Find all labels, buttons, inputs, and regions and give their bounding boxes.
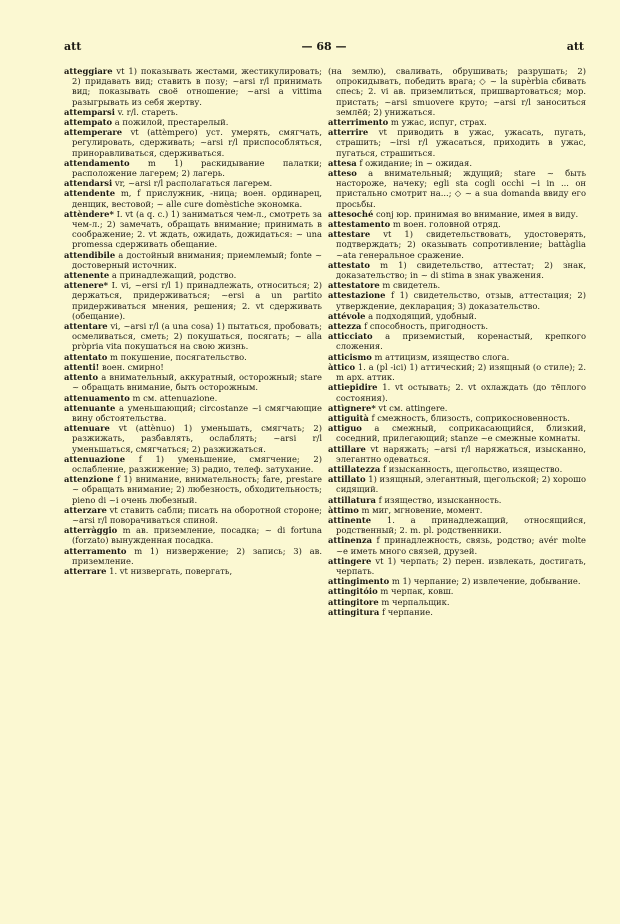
entry-headword: attiguo: [328, 423, 362, 434]
dictionary-entry: [328, 535, 586, 555]
dictionary-entry: [328, 515, 586, 535]
dictionary-entry: [64, 178, 322, 188]
dictionary-entry: [328, 168, 586, 209]
entry-headword: attenuazione: [64, 453, 126, 464]
entry-definition: f смежность, близость, соприкосновенность.: [371, 412, 570, 423]
entry-definition: m 1) низвержение; 2) запись; 3) ав. приземление.: [72, 545, 322, 566]
entry-headword: attinente: [328, 514, 372, 525]
entry-headword: atteso: [328, 168, 357, 179]
entry-headword: atterrire: [328, 127, 369, 138]
dictionary-entry: [64, 352, 322, 362]
header-guide-word-right: att: [566, 40, 584, 53]
dictionary-entry: [328, 505, 586, 515]
entry-definition: m 1) свидетельство, аттестат; 2) знак, доказательство; in ~ di stima в знак уважения.: [336, 259, 586, 281]
entry-definition: m 1) раскидывание палатки; расположение лагерем; 2) лагерь.: [72, 157, 322, 179]
entry-definition: f ожидание; in ~ ожидая.: [359, 157, 472, 168]
entry-headword: attévole: [328, 310, 366, 321]
entry-definition: m см. attenuazione.: [132, 392, 218, 403]
entry-headword: attestatore: [328, 280, 380, 291]
dictionary-entry: [64, 454, 322, 474]
entry-headword: attingitóio: [328, 586, 378, 597]
dictionary-entry: [328, 260, 586, 280]
dictionary-entry: [64, 362, 322, 372]
entry-definition: 1) изящный, элегантный, щегольской; 2) хорошо сидящий.: [336, 474, 586, 495]
dictionary-entry: [328, 219, 586, 229]
dictionary-entry: [64, 188, 322, 208]
entry-headword: attentato: [64, 351, 108, 362]
dictionary-entry: [328, 66, 586, 117]
dictionary-entry: [64, 280, 322, 321]
entry-headword: attemperare: [64, 127, 123, 138]
dictionary-entry: [64, 403, 322, 423]
entry-headword: attillato: [328, 474, 366, 485]
entry-headword: attiepidire: [328, 382, 378, 393]
entry-headword: atterramento: [64, 545, 127, 556]
entry-definition: vt ставить сабли; писать на оборотной стороне; ~arsi r/l поворачиваться спиной.: [72, 504, 322, 525]
page-header: [64, 40, 584, 60]
entry-definition: a внимательный; ждущий; stare ~ быть настороже, начеку; egli sta cogli occhi ~i in ... он пристально смотрит на...; ◇ ~ a sua domanda ввиду его просьбы.: [336, 168, 586, 209]
entry-definition: I. vt (a q. c.) 1) заниматься чем-л., смотреть за чем-л.; 2) замечать, обращать внимание; принимать в соображение; 2. vt ждать, ожидать, дожидаться: ~ una promessa сдерживать обещание.: [72, 208, 322, 250]
dictionary-entry: [328, 280, 586, 290]
entry-definition: m 1) черпание; 2) извлечение, добывание.: [391, 576, 581, 587]
dictionary-entry: [64, 372, 322, 392]
entry-headword: attenuamento: [64, 392, 130, 403]
entry-headword: atterràggio: [64, 525, 118, 536]
entry-headword: attendente: [64, 188, 116, 199]
entry-definition: f 1) уменьшение, смягчение; 2) ослабление, разжижение; 3) радио, телеф. затухание.: [72, 453, 322, 474]
entry-definition: v. r/l. стареть.: [117, 106, 179, 117]
entry-headword: attingitore: [328, 596, 379, 607]
dictionary-entry: [64, 107, 322, 117]
entry-headword: atterzare: [64, 504, 107, 515]
entry-headword: àttico: [328, 361, 356, 372]
entry-definition: vt 1) свидетельствовать, удостоверять, подтверждать; 2) оказывать сопротивление; battàglia ~ata генеральное сражение.: [336, 229, 586, 260]
entry-definition: f способность, пригодность.: [364, 321, 489, 332]
entry-definition: vt (attèmpero) уст. умерять, смягчать, регулировать, сдерживать; ~arsi r/l приспособляться, приноравливаться, сдерживаться.: [72, 127, 322, 158]
entry-headword: attillare: [328, 443, 366, 454]
dictionary-entry: [328, 290, 586, 310]
dictionary-entry: [64, 505, 322, 525]
dictionary-entry: [328, 444, 586, 464]
dictionary-entry: [64, 423, 322, 454]
entry-headword: attezza: [328, 321, 362, 332]
entry-headword: attenti!: [64, 361, 100, 372]
entry-definition: a приземистый, коренастый, крепкого сложения.: [336, 331, 586, 352]
entry-headword: àttimo: [328, 504, 359, 515]
dictionary-entry: [64, 321, 322, 352]
entry-headword: attiguità: [328, 412, 369, 423]
dictionary-entry: [328, 352, 586, 362]
entry-definition: m миг, мгновение, момент.: [361, 504, 483, 515]
entry-definition: vr, ~arsi r/l располагаться лагерем.: [114, 178, 273, 189]
dictionary-entry: [328, 464, 586, 474]
entry-headword: attempato: [64, 117, 113, 128]
entry-headword: attestamento: [328, 219, 391, 230]
dictionary-entry: [328, 413, 586, 423]
entry-definition: vt 1) черпать; 2) перен. извлекать, достигать, черпать.: [336, 555, 586, 576]
dictionary-entry: [328, 576, 586, 586]
page-number: — 68 —: [301, 40, 347, 53]
entry-definition: f 1) внимание, внимательность; fare, prestare ~ обращать внимание; 2) любезность, обходительность; pieno di ~i очень любезный.: [72, 474, 322, 505]
entry-headword: attingimento: [328, 576, 390, 587]
entry-definition: m аттицизм, изящество слога.: [374, 351, 510, 362]
entry-definition: vi, ~arsi r/l (a una cosa) 1) пытаться, пробовать; осмеливаться, сметь; 2) покушаться, посягать; ~ alla pròpria vita покушаться на свою жизнь.: [72, 321, 322, 352]
dictionary-entry: [328, 209, 586, 219]
dictionary-entry: [328, 403, 586, 413]
header-guide-word-left: att: [64, 40, 82, 53]
entry-definition: a пожилой, престарелый.: [114, 117, 229, 128]
entry-definition: m ав. приземление, посадка; ~ di fortuna (forzato) вынужденная посадка.: [72, 525, 322, 546]
entry-definition: vt 1) показывать жестами, жестикулировать; 2) придавать вид; ставить в позу; ~arsi r/l принимать вид; показывать своё отношение; ~arsi a vittima разыгрывать из себя жертву.: [72, 66, 322, 107]
entry-headword: attillatezza: [328, 463, 381, 474]
entry-headword: attenuante: [64, 402, 116, 413]
dictionary-entry: [64, 270, 322, 280]
entry-headword: attingere: [328, 555, 372, 566]
dictionary-entry: [64, 250, 322, 270]
dictionary-entry: [328, 597, 586, 607]
entry-definition: m черпак, ковш.: [380, 586, 454, 597]
entry-definition: f принадлежность, связь, родство; avér molte ~e иметь много связей, друзей.: [336, 535, 586, 556]
entry-headword: attendibile: [64, 249, 116, 260]
entry-definition: 1. vt низвергать, повергать,: [109, 565, 233, 576]
entry-headword: atticismo: [328, 351, 372, 362]
entry-headword: atterrimento: [328, 117, 389, 128]
entry-definition: a достойный внимания; приемлемый; fonte ~ достоверный источник.: [72, 249, 322, 270]
entry-definition: f 1) свидетельство, отзыв, аттестация; 2) утверждение, декларация; 3) доказательство.: [336, 290, 586, 311]
entry-definition: f черпание.: [381, 606, 433, 617]
entry-headword: attenente: [64, 270, 110, 281]
entry-definition: f изящество, изысканность.: [378, 494, 502, 505]
right-column: [328, 66, 586, 902]
entry-headword: attestazione: [328, 290, 386, 301]
entry-definition: a смежный, соприкасающийся, близкий, соседний, прилегающий; stanze ~e смежные комнаты.: [336, 423, 586, 444]
entry-definition: vt см. attingere.: [378, 402, 448, 413]
entry-definition: a уменьшающий; circostanze ~i смягчающие вину обстоятельства.: [72, 402, 322, 423]
entry-definition: I. vi, ~ersi r/l 1) принадлежать, относиться; 2) держаться, придерживаться; ~ersi a un partito придерживаться мнения, решения; 2. vt сдерживать (обещание).: [72, 280, 322, 321]
dictionary-entry: [328, 423, 586, 443]
entry-headword: attenzione: [64, 474, 114, 485]
entry-headword: attìgnere*: [328, 402, 376, 413]
entry-definition: a принадлежащий, родство.: [111, 270, 237, 281]
entry-definition: m покушение, посягательство.: [110, 351, 247, 362]
dictionary-entry: [328, 127, 586, 158]
entry-definition: vt приводить в ужас, ужасать, пугать, страшить; ~irsi r/l ужасаться, приходить в ужас, пугаться, страшиться.: [336, 127, 586, 158]
dictionary-entry: [328, 556, 586, 576]
entry-definition: m воен. головной отряд.: [392, 219, 501, 230]
entry-definition: conj юр. принимая во внимание, имея в виду.: [375, 208, 579, 219]
entry-headword: attinenza: [328, 535, 373, 546]
dictionary-entry: [328, 362, 586, 382]
dictionary-entry: [64, 525, 322, 545]
dictionary-entry: [328, 382, 586, 402]
entry-definition: m черпальщик.: [381, 596, 450, 607]
dictionary-entry: [64, 546, 322, 566]
dictionary-entry: [328, 321, 586, 331]
entry-headword: attendarsi: [64, 178, 113, 189]
dictionary-entry: [64, 127, 322, 158]
dictionary-entry: [64, 209, 322, 250]
dictionary-entry: [328, 495, 586, 505]
dictionary-entry: [328, 117, 586, 127]
entry-definition: 1. a (pl -ici) 1) аттический; 2) изящный (о стиле); 2. m арх. аттик.: [336, 361, 586, 383]
entry-headword: attestato: [328, 259, 370, 270]
dictionary-entry: [328, 331, 586, 351]
dictionary-entry: [328, 311, 586, 321]
dictionary-entry: [64, 158, 322, 178]
entry-definition: a внимательный, аккуратный, осторожный; stare ~ обращать внимание, быть осторожным.: [72, 372, 322, 393]
entry-headword: attento: [64, 372, 99, 383]
entry-headword: attestare: [328, 229, 371, 240]
entry-definition: m свидетель.: [382, 280, 441, 291]
entry-headword: attenere*: [64, 280, 109, 291]
dictionary-entry: [64, 566, 322, 576]
dictionary-entry: [64, 474, 322, 505]
entry-definition: (на землю), сваливать, обрушивать; разрушать; 2) опрокидывать, победить врага; ◇ ~ la supèrbia сбивать спесь; 2. vi ав. приземлиться, пришвартоваться; мор. пристать; ~arsi smuovere круто; ~arsi r/l заноситься землёй; 2) унижаться.: [328, 66, 586, 117]
entry-definition: f изысканность, щегольство, изящество.: [382, 463, 563, 474]
dictionary-entry: [64, 393, 322, 403]
entry-definition: m, f прислужник, -ница; воен. ординарец, денщик, вестовой; ~ alle cure domèstiche экономка.: [72, 188, 322, 209]
entry-headword: attillatura: [328, 494, 376, 505]
entry-definition: m ужас, испуг, страх.: [390, 117, 487, 128]
dictionary-entry: [328, 586, 586, 596]
entry-headword: atterrare: [64, 565, 107, 576]
dictionary-entry: [64, 117, 322, 127]
entry-headword: attentare: [64, 321, 108, 332]
entry-headword: atteggiare: [64, 66, 113, 76]
entry-definition: воен. смирно!: [101, 361, 164, 372]
entry-definition: vt наряжать; ~arsi r/l наряжаться, изысканно, элегантно одеваться.: [336, 443, 586, 464]
entry-headword: attendamento: [64, 157, 130, 168]
entry-headword: attèndere*: [64, 208, 114, 219]
entry-headword: attingitura: [328, 606, 380, 617]
entry-definition: a подходящий, удобный.: [368, 310, 477, 321]
dictionary-entry: [328, 158, 586, 168]
entry-definition: 1. a принадлежащий, относящийся, родственный; 2. m. pl. родственники.: [336, 514, 586, 536]
entry-headword: attesoché: [328, 208, 374, 219]
entry-definition: 1. vt остывать; 2. vt охлаждать (до тёплого состояния).: [336, 382, 586, 403]
dictionary-entry: [328, 607, 586, 617]
entry-headword: attenuare: [64, 423, 110, 434]
entry-headword: attesa: [328, 157, 357, 168]
left-column: [64, 66, 322, 902]
entry-headword: atticciato: [328, 331, 373, 342]
dictionary-entry: [64, 66, 322, 107]
dictionary-entry: [328, 229, 586, 260]
dictionary-entry: [328, 474, 586, 494]
entry-headword: attemparsi: [64, 106, 115, 117]
entry-definition: vt (attènuo) 1) уменьшать, смягчать; 2) разжижать, разбавлять, ослаблять; ~arsi r/l уменьшаться, смягчаться; 2) разжижаться.: [72, 423, 322, 454]
